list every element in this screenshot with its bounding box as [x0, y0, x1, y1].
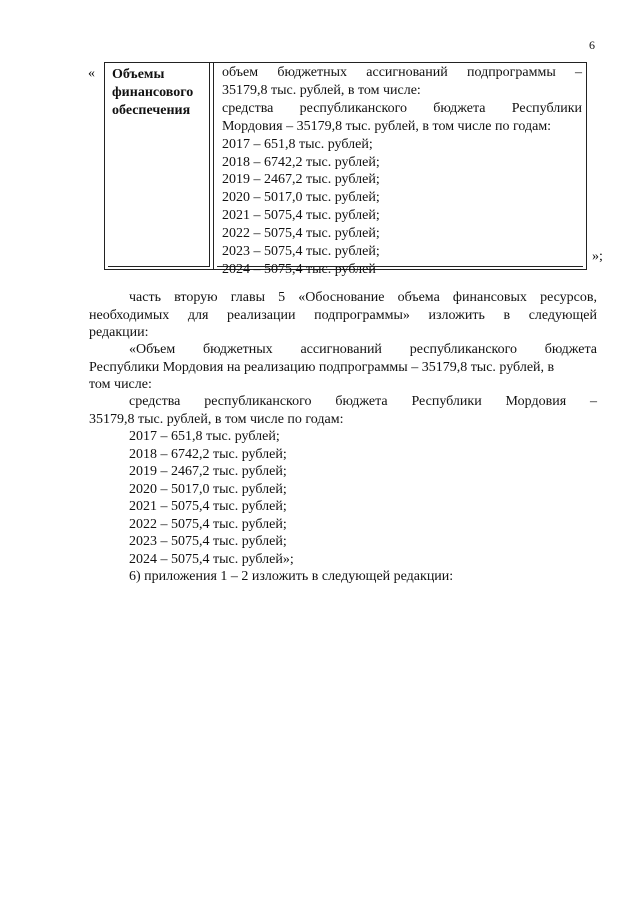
table-content-cell: [214, 63, 586, 277]
paragraph-budget-volume: [89, 341, 597, 394]
year-line: 2017 – 651,8 тыс. рублей;: [129, 429, 280, 444]
table-label: [112, 66, 193, 120]
content-line: объем бюджетных ассигнований подпрограммы –: [222, 65, 582, 80]
content-line: 2019 – 2467,2 тыс. рублей;: [222, 172, 380, 188]
page-number: 6: [589, 38, 595, 52]
year-line: 2019 – 2467,2 тыс. рублей;: [129, 464, 287, 479]
label-line: обеспечения: [112, 103, 191, 118]
paragraph-line: средства республиканского бюджета Республики Мордовия –: [129, 394, 597, 409]
label-line: финансового: [112, 85, 194, 100]
content-line: Мордовия – 35179,8 тыс. рублей, в том числе по годам:: [222, 118, 552, 134]
financing-table: [104, 62, 587, 277]
paragraph-chapter5: [89, 289, 597, 342]
paragraph-line: том числе:: [89, 377, 152, 392]
annex-line: 6) приложения 1 – 2 изложить в следующей редакции:: [129, 569, 454, 584]
paragraph-line: Республики Мордовия на реализацию подпрограммы – 35179,8 тыс. рублей, в: [89, 359, 555, 375]
paragraph-line: «Объем бюджетных ассигнований республиканского бюджета: [129, 342, 597, 357]
year-line: 2020 – 5017,0 тыс. рублей;: [129, 481, 287, 497]
cell-inner-border: [209, 63, 210, 267]
cell-inner-border: [217, 266, 583, 267]
paragraph-line: часть вторую главы 5 «Обоснование объема финансовых ресурсов,: [129, 290, 597, 305]
year-line: 2023 – 5075,4 тыс. рублей;: [129, 534, 287, 549]
table-close-quote: »;: [592, 249, 603, 264]
content-line: 2024 – 5075,4 тыс. рублей: [222, 261, 376, 277]
paragraph-line: редакции:: [89, 325, 149, 340]
content-line: 2021 – 5075,4 тыс. рублей;: [222, 208, 380, 224]
content-line: 2017 – 651,8 тыс. рублей;: [222, 136, 373, 152]
paragraph-line: 35179,8 тыс. рублей, в том числе по годам:: [89, 411, 344, 427]
label-line: Объемы: [112, 67, 165, 82]
content-line: 2022 – 5075,4 тыс. рублей;: [222, 226, 380, 242]
table-label-cell: [105, 63, 214, 269]
content-line: 2020 – 5017,0 тыс. рублей;: [222, 190, 380, 206]
table-content: [222, 64, 582, 279]
content-line: 35179,8 тыс. рублей, в том числе:: [222, 82, 421, 98]
content-line: 2023 – 5075,4 тыс. рублей;: [222, 244, 380, 260]
content-line: средства республиканского бюджета Республики: [222, 100, 582, 116]
paragraph-republic-funds: [89, 393, 597, 586]
paragraph-line: необходимых для реализации подпрограммы» изложить в следующей: [89, 307, 597, 323]
year-line: 2022 – 5075,4 тыс. рублей;: [129, 516, 287, 532]
year-line: 2021 – 5075,4 тыс. рублей;: [129, 499, 287, 514]
cell-inner-border: [108, 266, 210, 267]
table-open-quote: «: [88, 66, 95, 81]
content-line: 2018 – 6742,2 тыс. рублей;: [222, 154, 380, 170]
year-line: 2024 – 5075,4 тыс. рублей»;: [129, 551, 294, 567]
year-line: 2018 – 6742,2 тыс. рублей;: [129, 446, 287, 462]
